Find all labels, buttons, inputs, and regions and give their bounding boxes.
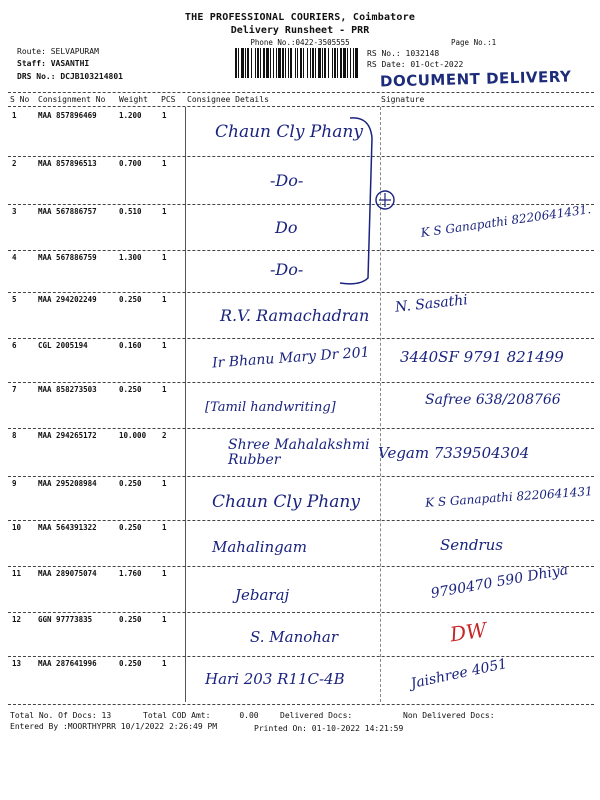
cell-sno: 5 [12,295,17,304]
cell-consignment-no: MAA 857896513 [38,159,97,168]
cell-weight: 0.250 [119,479,142,488]
cell-consignment-no: MAA 857896469 [38,111,97,120]
cell-pcs: 1 [162,111,167,120]
barcode-bar [282,48,284,78]
cell-sno: 9 [12,479,17,488]
cell-signature: N. Sasathi [394,292,469,316]
cell-weight: 0.250 [119,659,142,668]
cell-pcs: 1 [162,523,167,532]
barcode-bar [347,48,348,78]
non-delivered-docs: Non Delivered Docs: [403,711,495,720]
table-row [0,612,600,659]
table-row [0,156,600,203]
barcode-bar [332,48,333,78]
cell-pcs: 1 [162,569,167,578]
bracket-ink-mark [330,108,400,298]
cell-consignment-no: CGL 2005194 [38,341,88,350]
total-cod: Total COD Amt: 0.00 [143,711,259,720]
table-row [0,428,600,475]
table-row [0,520,600,567]
cell-weight: 0.250 [119,615,142,624]
cell-consignee: [Tamil handwriting] [205,400,336,415]
barcode-bar [241,48,244,78]
printed-on: Printed On: 01-10-2022 14:21:59 [254,724,404,733]
barcode [234,48,359,78]
header-rule-bottom [8,106,594,107]
footer-rule [8,704,594,705]
barcode-bar [276,48,277,78]
barcode-bar [355,48,358,78]
table-row [0,250,600,297]
col-sno: S No [10,95,30,104]
cell-sno: 12 [12,615,22,624]
barcode-bar [255,48,256,78]
cell-signature: K S Ganapathi 8220641431 [424,484,594,510]
barcode-bar [315,48,316,78]
cell-pcs: 1 [162,159,167,168]
barcode-bar [278,48,281,78]
cell-consignment-no: MAA 289075074 [38,569,97,578]
barcode-bar [273,48,274,78]
table-row [0,476,600,523]
cell-consignment-no: MAA 858273503 [38,385,97,394]
cell-weight: 1.300 [119,253,142,262]
barcode-bar [247,48,249,78]
cell-weight: 0.510 [119,207,142,216]
cell-pcs: 1 [162,659,167,668]
runsheet-title: Delivery Runsheet - PRR [230,25,370,36]
cell-consignment-no: MAA 294202249 [38,295,97,304]
barcode-bar [300,48,302,78]
cell-consignment-no: MAA 567886759 [38,253,97,262]
cell-sno: 3 [12,207,17,216]
cell-consignee: Mahalingam [212,538,307,556]
cell-sno: 6 [12,341,17,350]
rs-date: RS Date: 01-Oct-2022 [367,60,464,69]
cell-consignee: R.V. Ramachadran [220,306,370,325]
page-number: Page No.:1 [451,38,497,47]
cell-sno: 11 [12,569,22,578]
document-delivery-stamp: DOCUMENT DELIVERY [379,67,572,91]
cell-pcs: 1 [162,479,167,488]
barcode-bar [340,48,342,78]
cell-consignee: -Do- [270,260,304,279]
barcode-bar [324,48,326,78]
cell-pcs: 1 [162,615,167,624]
barcode-bar [334,48,336,78]
barcode-bar [353,48,354,78]
cell-consignee: -Do- [270,171,304,190]
table-row [0,108,600,155]
cell-signature: Safree 638/208766 [425,392,561,408]
cell-sno: 1 [12,111,17,120]
barcode-bar [238,48,239,78]
cell-sno: 8 [12,431,17,440]
company-title: THE PROFESSIONAL COURIERS, Coimbatore [184,12,416,23]
barcode-bar [343,48,346,78]
col-pcs: PCS [161,95,176,104]
table-row [0,382,600,429]
col-consignee-details: Consignee Details [187,95,269,104]
cell-consignee: Ir Bhanu Mary Dr 201 [211,344,371,372]
cell-signature: Sendrus [440,536,503,554]
cell-signature: DW [448,617,489,647]
barcode-bar [297,48,298,78]
delivered-docs: Delivered Docs: [280,711,353,720]
cell-pcs: 2 [162,431,167,440]
route: Route: SELVAPURAM [17,47,99,56]
drs-number: DRS No.: DCJB103214801 [17,72,123,81]
cell-pcs: 1 [162,207,167,216]
cell-sno: 7 [12,385,17,394]
rs-number: RS No.: 1032148 [367,49,440,58]
cell-sno: 10 [12,523,22,532]
barcode-bar [337,48,338,78]
barcode-bar [266,48,269,78]
cell-weight: 0.160 [119,341,142,350]
cell-pcs: 1 [162,253,167,262]
entered-by: Entered By :MOORTHYPRR 10/1/2022 2:26:49 PM [10,722,218,731]
cell-consignment-no: MAA 564391322 [38,523,97,532]
cell-pcs: 1 [162,341,167,350]
table-row [0,204,600,251]
cell-signature: K S Ganapathi 8220641431. [419,202,592,240]
col-weight: Weight [119,95,148,104]
table-row [0,292,600,339]
cell-consignment-no: MAA 567886757 [38,207,97,216]
cell-sno: 2 [12,159,17,168]
barcode-bar [350,48,351,78]
col-signature: Signature [381,95,425,104]
staff: Staff: VASANTHI [17,59,90,68]
barcode-bar [263,48,265,78]
cell-weight: 1.760 [119,569,142,578]
cell-signature: Jaishree 4051 [409,655,509,693]
barcode-bar [235,48,237,78]
cell-consignment-no: MAA 295208984 [38,479,97,488]
cell-consignee: Chaun Cly Phany [212,492,360,512]
barcode-bar [310,48,311,78]
barcode-bar [328,48,329,78]
table-row [0,338,600,385]
cell-consignee: Shree Mahalakshmi Rubber [228,437,370,468]
cell-consignee: Hari 203 R11C-4B [205,670,345,688]
cell-consignee: S. Manohar [250,628,339,646]
cell-weight: 0.250 [119,385,142,394]
cell-pcs: 1 [162,295,167,304]
cell-weight: 10.000 [119,431,147,440]
col-consignment-no: Consignment No [38,95,106,104]
cell-signature: Vegam 7339504304 [378,444,530,462]
phone-number: Phone No.:0422-3505555 [250,38,350,47]
header-rule-top [8,92,594,93]
total-docs: Total No. Of Docs: 13 [10,711,112,720]
cell-consignment-no: GGN 97773835 [38,615,93,624]
table-row [0,656,600,703]
cell-consignee: Jebaraj [235,586,290,604]
barcode-bar [307,48,308,78]
table-row [0,562,600,613]
barcode-bar [312,48,314,78]
barcode-bar [285,48,286,78]
barcode-bar [257,48,259,78]
cell-weight: 1.200 [119,111,142,120]
barcode-bar [245,48,246,78]
barcode-bar [295,48,296,78]
cell-consignment-no: MAA 287641996 [38,659,97,668]
cell-weight: 0.250 [119,295,142,304]
barcode-bar [251,48,252,78]
barcode-bar [318,48,321,78]
barcode-bar [288,48,289,78]
barcode-bar [260,48,261,78]
cell-weight: 0.250 [119,523,142,532]
cell-sno: 13 [12,659,22,668]
barcode-bar [322,48,323,78]
cell-pcs: 1 [162,385,167,394]
barcode-bar [290,48,292,78]
cell-consignee: Do [275,218,298,237]
cell-signature: 9790470 590 Dhiya [429,562,570,602]
barcode-bar [303,48,304,78]
cell-weight: 0.700 [119,159,142,168]
cell-consignee: Chaun Cly Phany [215,122,363,142]
barcode-bar [270,48,271,78]
cell-consignment-no: MAA 294265172 [38,431,97,440]
cell-sno: 4 [12,253,17,262]
cell-signature: 3440SF 9791 821499 [400,348,564,366]
